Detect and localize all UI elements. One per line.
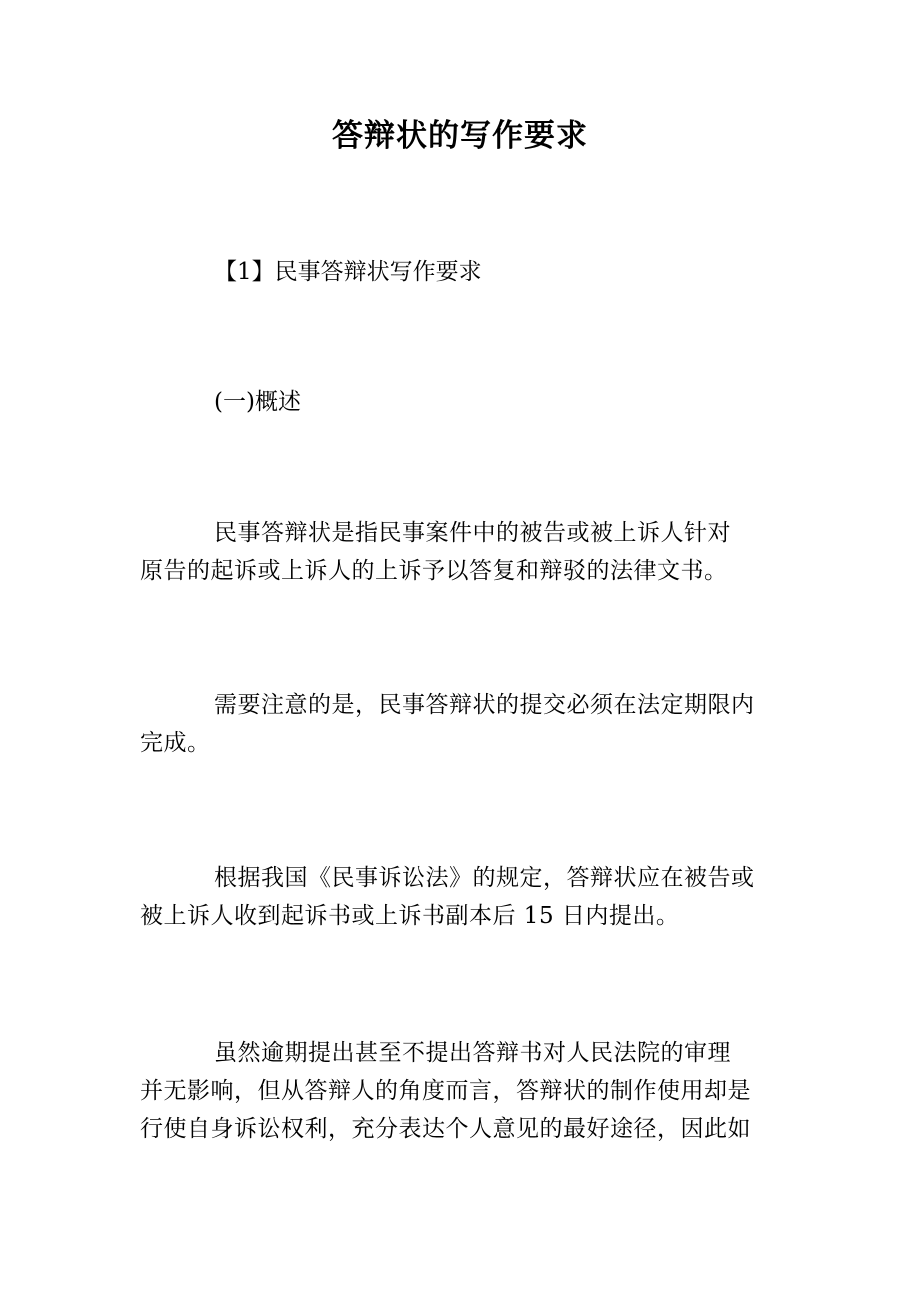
paragraph-line: 完成。 xyxy=(140,730,211,756)
paragraph-legal-basis xyxy=(140,859,782,935)
paragraph-line: 并无影响，但从答辩人的角度而言，答辩状的制作使用却是 xyxy=(140,1078,751,1104)
section-heading: 【1】民事答辩状写作要求 xyxy=(214,259,482,285)
subsection-heading: (一)概述 xyxy=(214,389,301,415)
paragraph-line: 民事答辩状是指民事案件中的被告或被上诉人针对 xyxy=(214,520,731,546)
paragraph-line: 被上诉人收到起诉书或上诉书副本后 15 日内提出。 xyxy=(140,903,680,929)
paragraph-deadline-note xyxy=(140,686,782,762)
paragraph-line: 原告的起诉或上诉人的上诉予以答复和辩驳的法律文书。 xyxy=(140,558,728,584)
paragraph-significance xyxy=(140,1034,782,1148)
paragraph-line: 根据我国《民事诉讼法》的规定，答辩状应在被告或 xyxy=(214,865,755,891)
document-title: 答辩状的写作要求 xyxy=(332,118,588,154)
paragraph-line: 行使自身诉讼权利，充分表达个人意见的最好途径，因此如 xyxy=(140,1116,751,1142)
paragraph-line: 虽然逾期提出甚至不提出答辩书对人民法院的审理 xyxy=(214,1040,731,1066)
paragraph-line: 需要注意的是，民事答辩状的提交必须在法定期限内 xyxy=(214,692,755,718)
paragraph-definition xyxy=(140,514,782,590)
